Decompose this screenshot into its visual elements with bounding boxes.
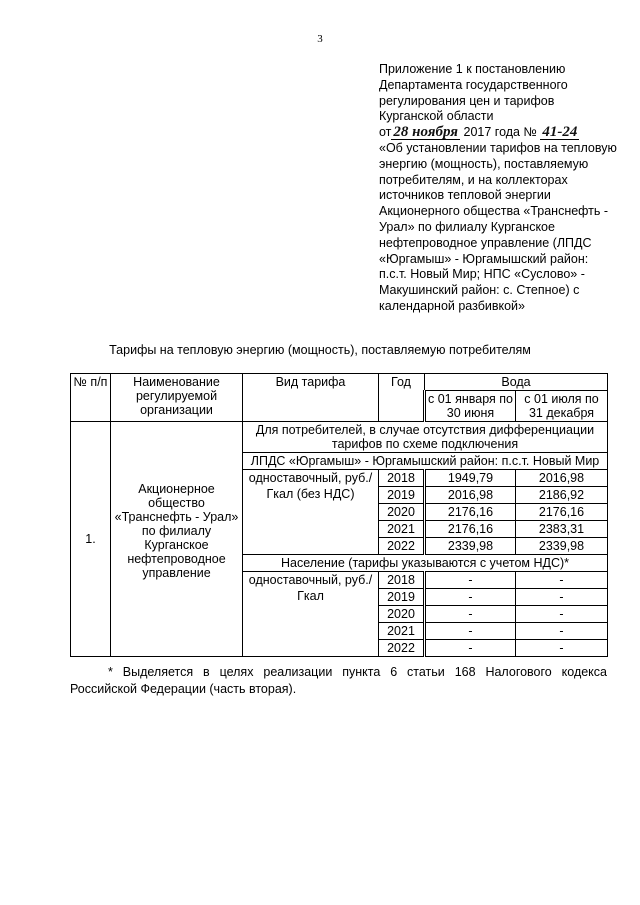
year-cell: 2020 [379, 504, 425, 521]
value-cell: 2016,98 [425, 487, 516, 504]
row-number: 1. [71, 422, 111, 657]
date-prefix: от [379, 125, 392, 140]
value-cell: 2176,16 [425, 504, 516, 521]
appendix-line-1: Приложение 1 к постановлению [379, 62, 566, 76]
header-row-1 [71, 374, 608, 391]
header-period-1: с 01 января по 30 июня [425, 391, 516, 422]
value-cell: 1949,79 [425, 470, 516, 487]
value-cell: - [516, 640, 608, 657]
header-num: № п/п [71, 374, 111, 422]
value-cell: - [425, 606, 516, 623]
subsection-station: ЛПДС «Юргамыш» - Юргамышский район: п.с.т. Новый Мир [243, 453, 608, 470]
appendix-header [379, 62, 619, 315]
year-cell: 2018 [379, 572, 425, 589]
header-type: Вид тарифа [243, 374, 379, 422]
year-cell: 2018 [379, 470, 425, 487]
handwritten-number: 41-24 [542, 124, 578, 141]
value-cell: - [425, 623, 516, 640]
section-row-1 [71, 422, 608, 453]
tariff-type-2: одноставочный, руб./Гкал [243, 572, 379, 657]
value-cell: 2186,92 [516, 487, 608, 504]
organization-name: Акционерное общество «Транснефть - Урал» по филиалу Курганское нефтепроводное управление [111, 422, 243, 657]
header-org: Наименование регулируемой организации [111, 374, 243, 422]
year-cell: 2022 [379, 538, 425, 555]
value-cell: 2176,16 [516, 504, 608, 521]
page-number: 3 [317, 33, 323, 45]
value-cell: - [425, 589, 516, 606]
header-period-2: с 01 июля по 31 декабря [516, 391, 608, 422]
value-cell: - [516, 572, 608, 589]
header-year: Год [379, 374, 425, 422]
footnote: * Выделяется в целях реализации пункта 6 статьи 168 Налогового кодекса Российской Федерации (часть вторая). [70, 665, 607, 696]
tariff-table [70, 373, 608, 657]
year-cell: 2021 [379, 521, 425, 538]
appendix-date-line [379, 125, 619, 141]
value-cell: 2016,98 [516, 470, 608, 487]
value-cell: 2339,98 [425, 538, 516, 555]
section-consumers: Для потребителей, в случае отсутствия дифференциации тарифов по схеме подключения [243, 422, 608, 453]
appendix-line-2: Департамента государственного [379, 77, 568, 92]
value-cell: - [516, 623, 608, 640]
handwritten-date: 28 ноября [393, 124, 459, 141]
value-cell: - [425, 640, 516, 657]
value-cell: - [425, 572, 516, 589]
year-cell: 2020 [379, 606, 425, 623]
value-cell: 2176,16 [425, 521, 516, 538]
appendix-line-4: Курганской области [379, 109, 494, 124]
year-cell: 2019 [379, 487, 425, 504]
value-cell: 2383,31 [516, 521, 608, 538]
appendix-subject: «Об установлении тарифов на тепловую энергию (мощность), поставляемую потребителям, и на коллекторах источников тепловой энергии Акционерного общества «Транснефть - Урал» по филиалу Курганское нефтепроводное управление (ЛПДС «Юргамыш» - Юргамышский район: п.с.т. Новый Мир; НПС «Суслово» - Макушинский район: с. Степное) с календарной разбивкой» [379, 140, 617, 313]
year-cell: 2021 [379, 623, 425, 640]
table-title: Тарифы на тепловую энергию (мощность), поставляемую потребителям [109, 343, 531, 357]
appendix-line-3: регулирования цен и тарифов [379, 93, 555, 108]
date-mid: 2017 года № [463, 125, 537, 140]
value-cell: 2339,98 [516, 538, 608, 555]
tariff-type-1: одноставочный, руб./Гкал (без НДС) [243, 470, 379, 555]
year-cell: 2022 [379, 640, 425, 657]
year-cell: 2019 [379, 589, 425, 606]
header-water: Вода [425, 374, 608, 391]
section-population: Население (тарифы указываются с учетом НДС)* [243, 555, 608, 572]
value-cell: - [516, 606, 608, 623]
value-cell: - [516, 589, 608, 606]
